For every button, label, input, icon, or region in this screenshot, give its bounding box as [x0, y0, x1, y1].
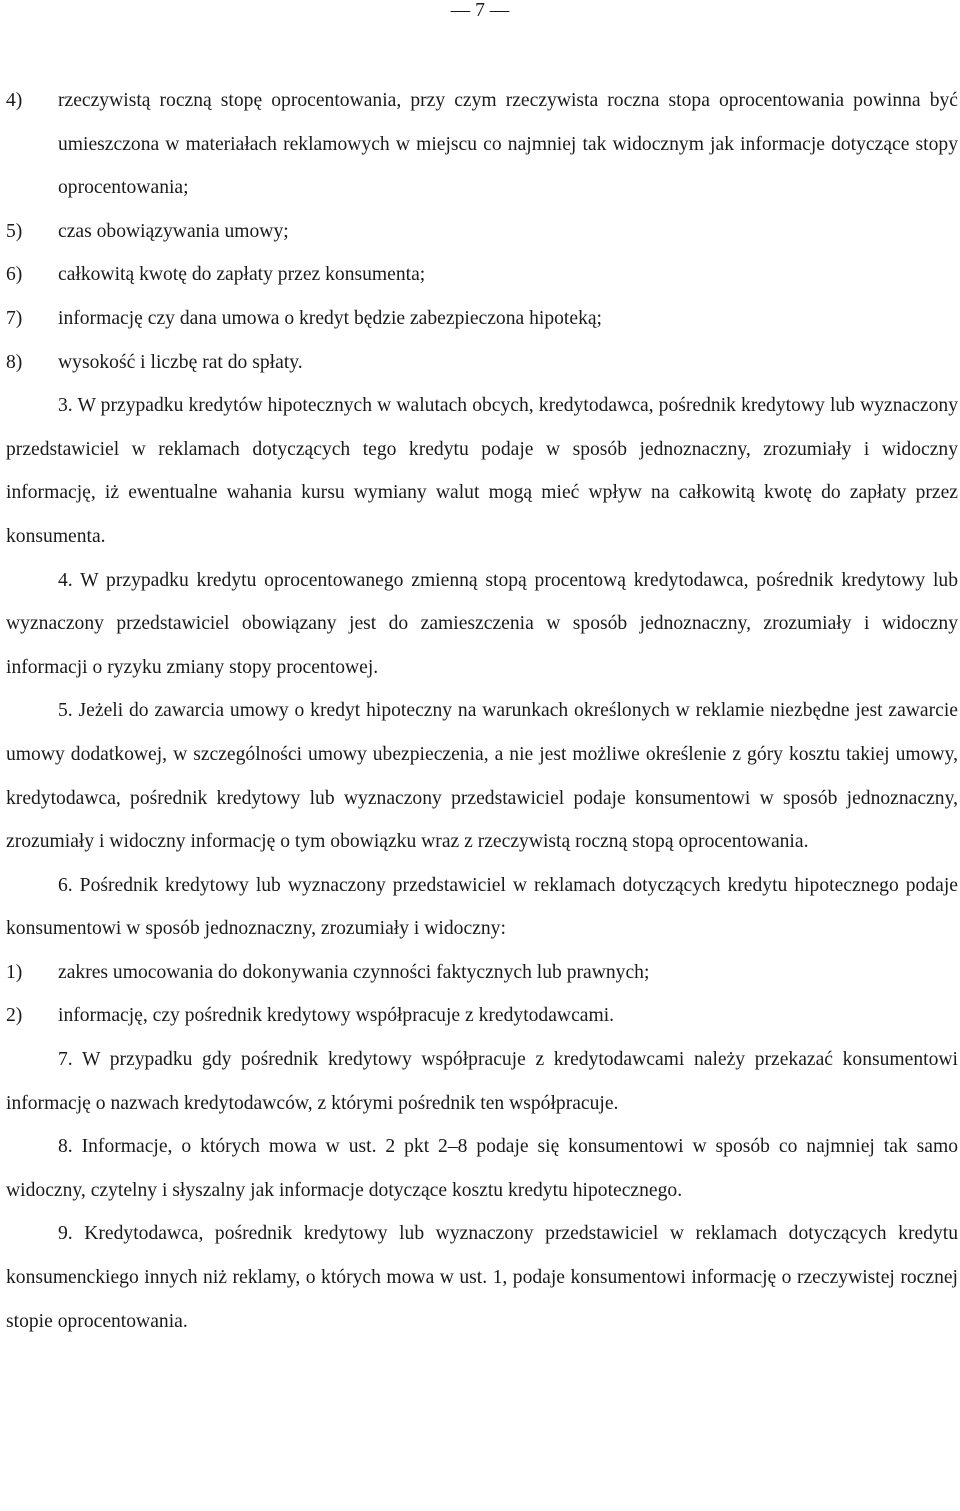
list-item-label: 5)	[6, 220, 23, 242]
list-item	[6, 951, 958, 995]
list-item-text: wysokość i liczbę rat do spłaty.	[58, 351, 303, 373]
paragraph-9: 9. Kredytodawca, pośrednik kredytowy lub wyznaczony przedstawiciel w reklamach dotyczących kredytu konsumenckiego innych niż reklamy, o których mowa w ust. 1, podaje konsumentowi informację o rzeczywistej rocznej stopie oprocentowania.	[6, 1223, 958, 1332]
list-item-label: 7)	[6, 307, 23, 329]
paragraph-3: 3. W przypadku kredytów hipotecznych w walutach obcych, kredytodawca, pośrednik kredytowy lub wyznaczony przedstawiciel w reklamach dotyczących tego kredytu podaje w sposób jednoznaczny, zrozumiały i widoczny informację, iż ewentualne wahania kursu wymiany walut mogą mieć wpływ na całkowitą kwotę do zapłaty przez konsumenta.	[6, 395, 958, 547]
list-item-text: zakres umocowania do dokonywania czynności faktycznych lub prawnych;	[58, 961, 650, 983]
paragraph-5: 5. Jeżeli do zawarcia umowy o kredyt hipoteczny na warunkach określonych w reklamie niezbędne jest zawarcie umowy dodatkowej, w szczególności umowy ubezpieczenia, a nie jest możliwe określenie z góry kosztu takiej umowy, kredytodawca, pośrednik kredytowy lub wyznaczony przedstawiciel podaje konsumentowi w sposób jednoznaczny, zrozumiały i widoczny informację o tym obowiązku wraz z rzeczywistą roczną stopą oprocentowania.	[6, 700, 958, 853]
paragraph-8: 8. Informacje, o których mowa w ust. 2 pkt 2–8 podaje się konsumentowi w sposób co najmniej tak samo widoczny, czytelny i słyszalny jak informacje dotyczące kosztu kredytu hipotecznego.	[6, 1136, 958, 1201]
list-item	[6, 79, 958, 210]
paragraph-6: 6. Pośrednik kredytowy lub wyznaczony przedstawiciel w reklamach dotyczących kredytu hipotecznego podaje konsumentowi w sposób jednoznaczny, zrozumiały i widoczny:	[6, 874, 958, 940]
list-item	[6, 994, 958, 1038]
list-item-text: rzeczywistą roczną stopę oprocentowania, przy czym rzeczywista roczna stopa oprocentowania powinna być umieszczona w materiałach reklamowych w miejscu co najmniej tak widocznym jak informacje dotyczące stopy oprocentowania;	[58, 90, 958, 199]
list-item-label: 8)	[6, 351, 23, 373]
list-item-label: 6)	[6, 264, 23, 286]
document-body	[6, 79, 958, 1343]
list-item-text: czas obowiązywania umowy;	[58, 220, 289, 242]
list-item	[6, 297, 958, 341]
list-item-label: 2)	[6, 1005, 23, 1027]
list-item	[6, 253, 958, 297]
list-item-text: informację czy dana umowa o kredyt będzie zabezpieczona hipoteką;	[58, 307, 603, 329]
list-item-text: informację, czy pośrednik kredytowy współpracuje z kredytodawcami.	[58, 1005, 615, 1027]
paragraph-7: 7. W przypadku gdy pośrednik kredytowy współpracuje z kredytodawcami należy przekazać konsumentowi informację o nazwach kredytodawców, z którymi pośrednik ten współpracuje.	[6, 1049, 958, 1114]
list-item	[6, 210, 958, 254]
list-item-label: 4)	[6, 90, 23, 111]
list-item-text: całkowitą kwotę do zapłaty przez konsumenta;	[58, 264, 426, 286]
list-item-label: 1)	[6, 961, 23, 983]
paragraph-4: 4. W przypadku kredytu oprocentowanego zmienną stopą procentową kredytodawca, pośrednik kredytowy lub wyznaczony przedstawiciel obowiązany jest do zamieszczenia w sposób jednoznaczny, zrozumiały i widoczny informacji o ryzyku zmiany stopy procentowej.	[6, 569, 958, 678]
list-item	[6, 341, 958, 385]
page-number: — 7 —	[450, 0, 510, 21]
